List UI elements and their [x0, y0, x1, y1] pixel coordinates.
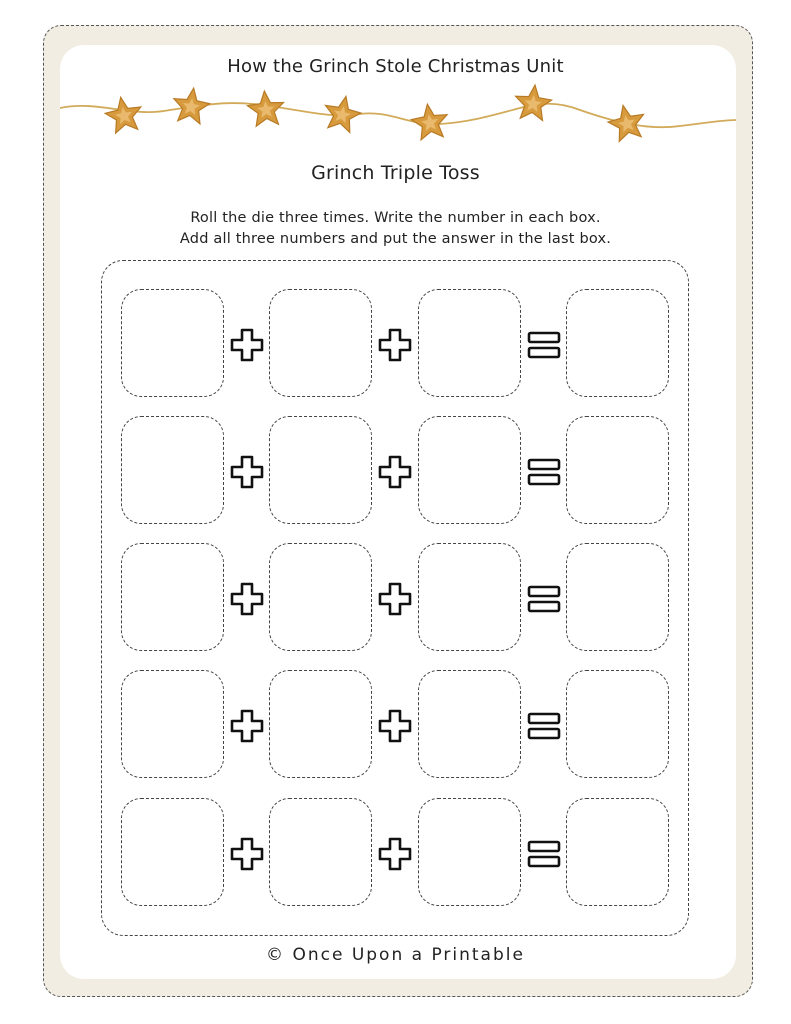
- plus-icon: [375, 706, 415, 746]
- answer-box[interactable]: [566, 543, 669, 651]
- number-box[interactable]: [269, 543, 372, 651]
- plus-icon: [227, 452, 267, 492]
- star-icon: [409, 102, 450, 141]
- copyright-footer: © Once Upon a Printable: [266, 945, 525, 965]
- instruction-line-2: Add all three numbers and put the answer in the last box.: [179, 231, 612, 247]
- number-box[interactable]: [121, 289, 224, 397]
- instructions: [0, 208, 791, 250]
- number-box[interactable]: [418, 543, 521, 651]
- star-icon: [513, 83, 553, 121]
- unit-title: How the Grinch Stole Christmas Unit: [227, 56, 564, 77]
- plus-icon: [375, 452, 415, 492]
- equals-icon: [524, 834, 564, 874]
- star-icon: [321, 93, 364, 134]
- number-box[interactable]: [121, 670, 224, 778]
- answer-box[interactable]: [566, 289, 669, 397]
- plus-icon: [227, 325, 267, 365]
- plus-icon: [227, 579, 267, 619]
- equals-icon: [524, 325, 564, 365]
- plus-icon: [227, 706, 267, 746]
- star-garland-icon: [60, 80, 736, 150]
- plus-icon: [375, 325, 415, 365]
- star-icon: [103, 94, 145, 134]
- plus-icon: [375, 579, 415, 619]
- number-box[interactable]: [121, 416, 224, 524]
- activity-title: Grinch Triple Toss: [311, 162, 480, 184]
- number-box[interactable]: [418, 416, 521, 524]
- answer-box[interactable]: [566, 670, 669, 778]
- answer-box[interactable]: [566, 416, 669, 524]
- number-box[interactable]: [269, 798, 372, 906]
- equation-row: [0, 670, 791, 780]
- number-box[interactable]: [269, 416, 372, 524]
- answer-box[interactable]: [566, 798, 669, 906]
- number-box[interactable]: [269, 670, 372, 778]
- equals-icon: [524, 579, 564, 619]
- equals-icon: [524, 452, 564, 492]
- equals-icon: [524, 706, 564, 746]
- equation-row: [0, 798, 791, 908]
- instruction-line-1: Roll the die three times. Write the number in each box.: [190, 210, 601, 226]
- plus-icon: [375, 834, 415, 874]
- number-box[interactable]: [269, 289, 372, 397]
- number-box[interactable]: [418, 798, 521, 906]
- number-box[interactable]: [121, 543, 224, 651]
- number-box[interactable]: [121, 798, 224, 906]
- number-box[interactable]: [418, 670, 521, 778]
- equation-row: [0, 416, 791, 526]
- plus-icon: [227, 834, 267, 874]
- number-box[interactable]: [418, 289, 521, 397]
- star-icon: [171, 86, 212, 125]
- equation-row: [0, 289, 791, 399]
- star-icon: [605, 102, 648, 143]
- equation-row: [0, 543, 791, 653]
